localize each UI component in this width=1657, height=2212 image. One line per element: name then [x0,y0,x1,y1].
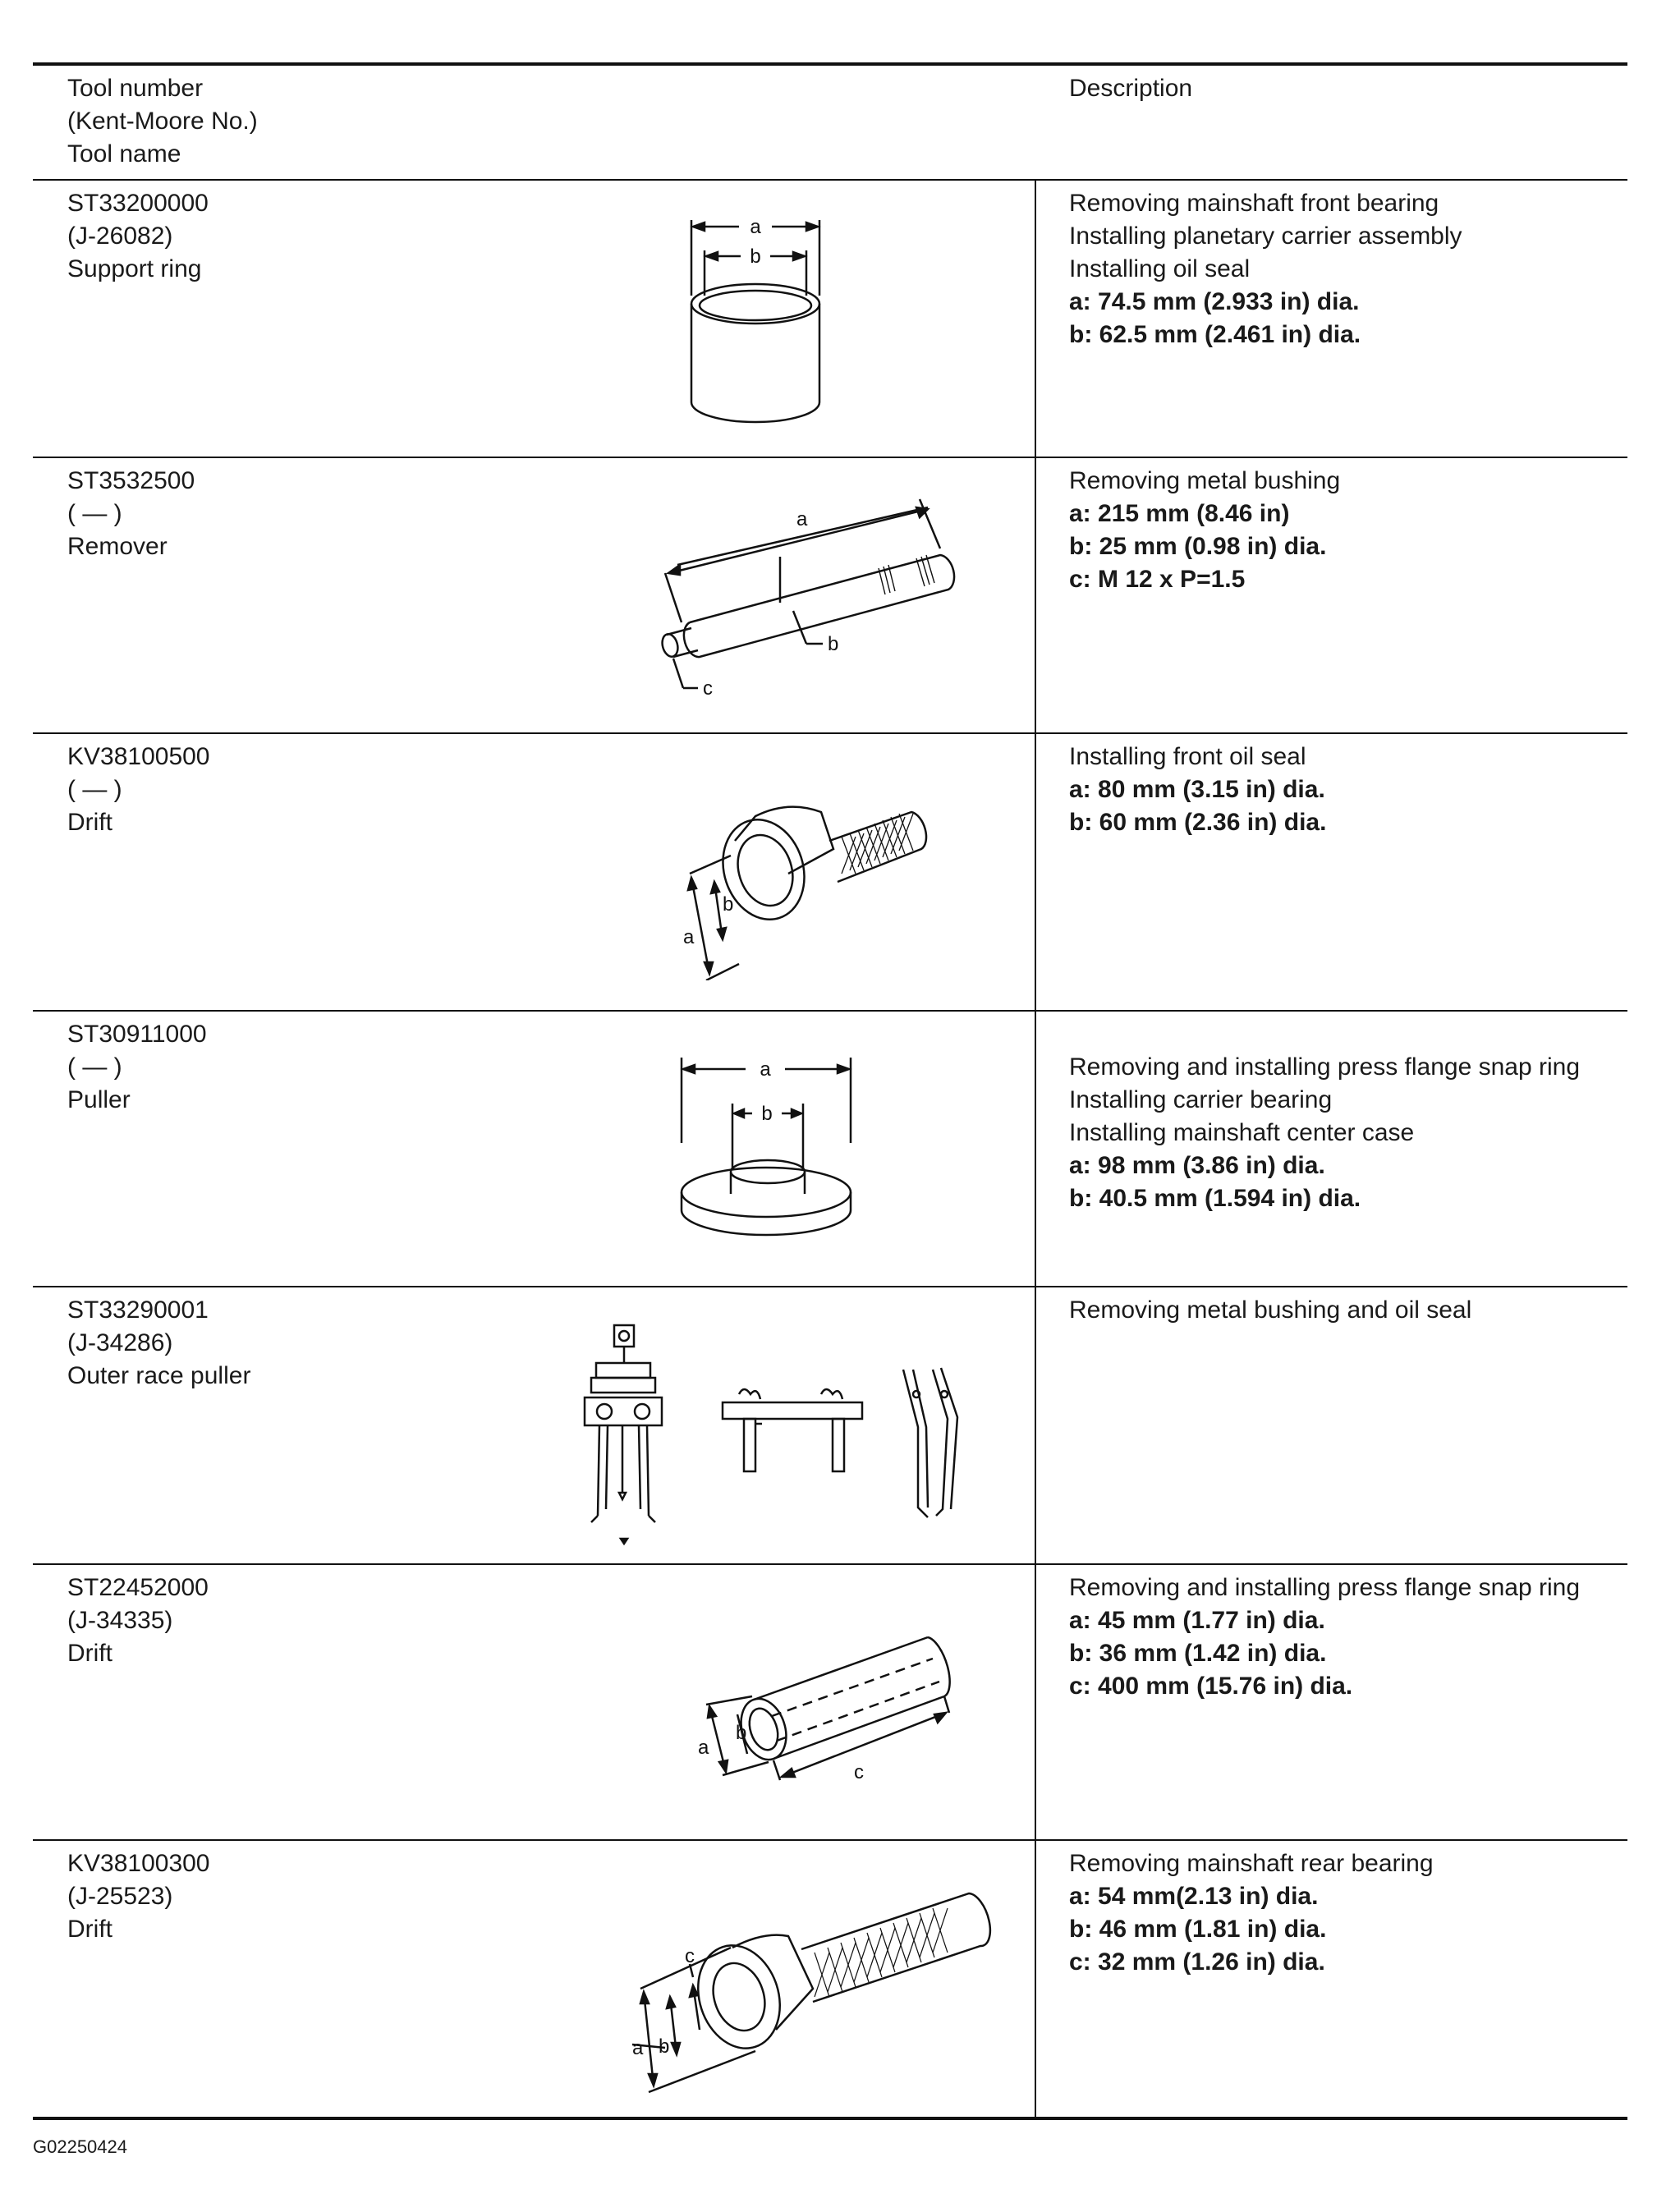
tool-identity [67,1572,209,1670]
dimension-label-b: b [750,246,761,268]
dimension-label-b: b [736,1722,747,1744]
dimension-spec: c: M 12 x P=1.5 [1069,566,1246,593]
header-tool-number: Tool number [67,75,204,102]
tool-description [1069,1294,1611,1327]
kent-moore-number: (J-25523) [67,1883,173,1910]
kent-moore-number: ( — ) [67,1053,122,1081]
tool-description [1069,187,1611,351]
table-row [33,1287,1627,1563]
kent-moore-number: (J-34335) [67,1607,173,1634]
description-line: Removing metal bushing and oil seal [1069,1296,1472,1324]
description-line: Installing oil seal [1069,255,1251,282]
dimension-label-c: c [854,1761,864,1783]
tool-description [1069,741,1611,839]
dimension-spec: b: 36 mm (1.42 in) dia. [1069,1640,1327,1667]
dimension-spec: a: 98 mm (3.86 in) dia. [1069,1152,1325,1179]
dimension-label-a: a [760,1058,771,1081]
table-row [33,1012,1627,1286]
table-row [33,734,1627,1010]
dimension-label-a: a [750,216,761,238]
remover-icon [632,483,977,704]
tool-description [1069,1572,1611,1703]
dimension-label-a: a [698,1737,709,1759]
dimension-label-c: c [703,677,713,700]
dimension-label-a: a [632,2037,644,2059]
tool-identity [67,741,210,839]
dimension-spec: c: 400 mm (15.76 in) dia. [1069,1673,1353,1700]
description-line: Installing mainshaft center case [1069,1119,1415,1146]
tool-number: ST30911000 [67,1021,207,1048]
description-line: Installing front oil seal [1069,743,1306,770]
description-line: Installing planetary carrier assembly [1069,223,1462,250]
tool-name: Puller [67,1086,131,1113]
tool-description [1069,1051,1611,1215]
tool-name: Support ring [67,255,202,282]
dimension-label-b: b [828,633,839,655]
tool-identity [67,1847,210,1946]
header-tool-column [67,72,258,171]
dimension-label-c: c [685,1945,695,1967]
header-description: Description [1069,75,1193,102]
dimension-spec: b: 25 mm (0.98 in) dia. [1069,533,1327,560]
kent-moore-number: ( — ) [67,500,122,527]
description-line: Removing metal bushing [1069,467,1341,494]
dimension-spec: a: 74.5 mm (2.933 in) dia. [1069,288,1360,315]
description-line: Installing carrier bearing [1069,1086,1333,1113]
drift-icon [640,792,952,980]
tool-name: Drift [67,1640,112,1667]
dimension-spec: a: 45 mm (1.77 in) dia. [1069,1607,1325,1634]
dimension-label-a: a [796,508,808,530]
tool-description [1069,465,1611,596]
dimension-spec: a: 80 mm (3.15 in) dia. [1069,776,1325,803]
dimension-spec: c: 32 mm (1.26 in) dia. [1069,1948,1325,1976]
tool-description [1069,1847,1611,1979]
dimension-label-b: b [761,1103,773,1125]
description-line: Removing and installing press flange snap ring [1069,1574,1581,1601]
puller-icon [673,1053,870,1258]
tool-number: ST3532500 [67,467,195,494]
drift-knurled-icon [608,1882,1002,2095]
table-row [33,1565,1627,1839]
tool-name: Outer race puller [67,1362,251,1389]
tool-name: Drift [67,1916,112,1943]
tool-number: KV38100300 [67,1850,210,1877]
description-line: Removing mainshaft rear bearing [1069,1850,1434,1877]
tool-number: ST33290001 [67,1296,209,1324]
dimension-label-a: a [683,926,695,948]
dimension-spec: a: 54 mm(2.13 in) dia. [1069,1883,1319,1910]
table-row [33,1841,1627,2117]
header-kent-moore: (Kent-Moore No.) [67,108,258,135]
tool-identity [67,1018,207,1117]
drift-tube-icon [657,1614,969,1803]
dimension-spec: b: 46 mm (1.81 in) dia. [1069,1916,1327,1943]
header-tool-name: Tool name [67,140,181,168]
dimension-spec: b: 60 mm (2.36 in) dia. [1069,809,1327,836]
kent-moore-number: (J-26082) [67,223,173,250]
figure-code: G02250424 [33,2136,127,2157]
outer-race-puller-icon [575,1320,969,1558]
tool-identity [67,1294,250,1393]
tool-identity [67,465,195,563]
table-top-rule [33,62,1627,66]
description-line: Removing mainshaft front bearing [1069,190,1439,217]
tool-number: ST33200000 [67,190,209,217]
dimension-spec: b: 40.5 mm (1.594 in) dia. [1069,1185,1361,1212]
kent-moore-number: ( — ) [67,776,122,803]
table-bottom-rule [33,2117,1627,2120]
tool-identity [67,187,209,286]
dimension-spec: a: 215 mm (8.46 in) [1069,500,1290,527]
description-line: Removing and installing press flange snap ring [1069,1053,1581,1081]
dimension-label-b: b [659,2035,670,2058]
kent-moore-number: (J-34286) [67,1329,173,1356]
tool-name: Remover [67,533,168,560]
tool-number: KV38100500 [67,743,210,770]
dimension-spec: b: 62.5 mm (2.461 in) dia. [1069,321,1361,348]
special-tools-page [33,0,1627,2212]
table-row [33,458,1627,732]
dimension-label-b: b [723,893,734,916]
table-row [33,181,1627,457]
tool-name: Drift [67,809,112,836]
support-ring-icon [682,213,838,427]
tool-number: ST22452000 [67,1574,209,1601]
